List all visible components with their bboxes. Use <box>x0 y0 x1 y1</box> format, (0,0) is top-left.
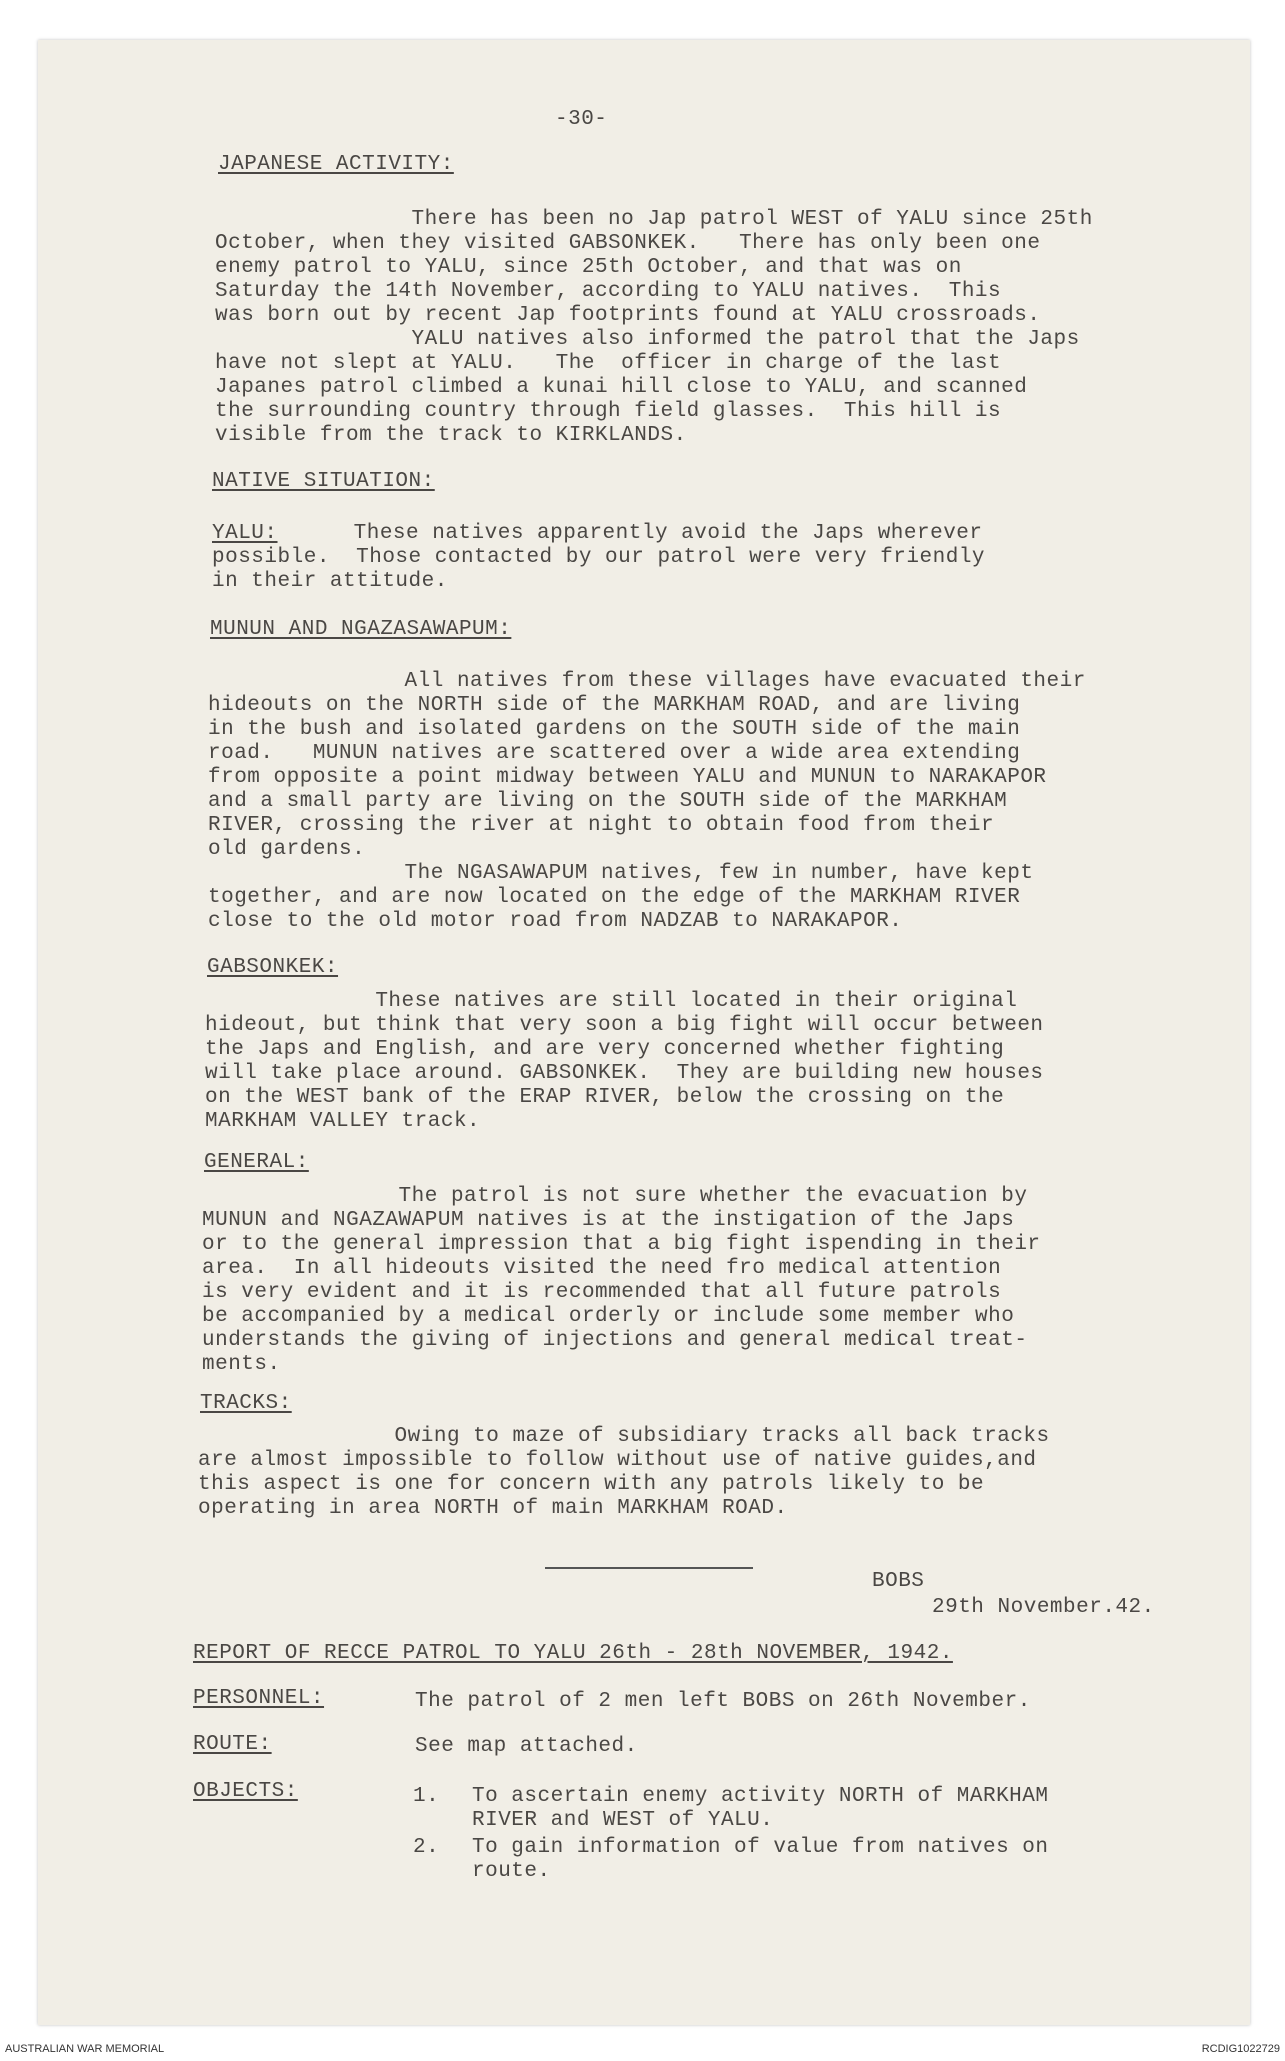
text-line: The patrol is not sure whether the evacuation by <box>202 1185 1028 1208</box>
text-line: be accompanied by a medical orderly or include some member who <box>202 1305 1015 1328</box>
text-line: October, when they visited GABSONKEK. There has only been one <box>215 232 1041 255</box>
heading-tracks: TRACKS: <box>200 1392 292 1415</box>
text-line: will take place around. GABSONKEK. They are building new houses <box>205 1062 1044 1085</box>
text-line: the surrounding country through field glasses. This hill is <box>215 400 1002 423</box>
heading-munun-ngazasawapum: MUNUN AND NGAZASAWAPUM: <box>210 618 512 641</box>
footer-source: AUSTRALIAN WAR MEMORIAL <box>5 2043 165 2055</box>
munun-body <box>208 670 1086 934</box>
label-objects: OBJECTS: <box>193 1780 298 1803</box>
text-line: and a small party are living on the SOUTH side of the MARKHAM <box>208 790 1008 813</box>
text-line: was born out by recent Jap footprints found at YALU crossroads. <box>215 304 1041 327</box>
page-number: -30- <box>555 108 608 131</box>
tracks-body <box>198 1425 1050 1521</box>
text-line: close to the old motor road from NADZAB to NARAKAPOR. <box>208 910 903 933</box>
text-line: hideouts on the NORTH side of the MARKHAM ROAD, and are living <box>208 694 1021 717</box>
heading-general: GENERAL: <box>204 1151 309 1174</box>
text-line: area. In all hideouts visited the need fro medical attention <box>202 1257 1002 1280</box>
section-divider <box>545 1567 753 1569</box>
text-line: To gain information of value from natives on <box>472 1836 1049 1859</box>
personnel-text: The patrol of 2 men left BOBS on 26th November. <box>415 1690 1031 1713</box>
general-body <box>202 1185 1041 1377</box>
text-line: is very evident and it is recommended that all future patrols <box>202 1281 1002 1304</box>
heading-gabsonkek: GABSONKEK: <box>207 956 339 979</box>
text-line: the Japs and English, and are very concerned whether fighting <box>205 1038 1005 1061</box>
text-line: visible from the track to KIRKLANDS. <box>215 424 687 447</box>
object-2-text <box>472 1836 1049 1884</box>
text-line: hideout, but think that very soon a big fight will occur between <box>205 1014 1044 1037</box>
japanese-activity-body <box>215 208 1093 448</box>
text-line: All natives from these villages have evacuated their <box>208 670 1086 693</box>
text-line: or to the general impression that a big fight ispending in their <box>202 1233 1041 1256</box>
text-line: have not slept at YALU. The officer in charge of the last <box>215 352 1002 375</box>
text-line: operating in area NORTH of main MARKHAM ROAD. <box>198 1497 788 1520</box>
text-line: together, and are now located on the edge of the MARKHAM RIVER <box>208 886 1021 909</box>
text-line: Owing to maze of subsidiary tracks all back tracks <box>198 1425 1050 1448</box>
text-line: route. <box>472 1860 551 1883</box>
text-line: MARKHAM VALLEY track. <box>205 1110 481 1133</box>
text-line: YALU natives also informed the patrol that the Japs <box>215 328 1080 351</box>
text-line: These natives are still located in their original <box>205 990 1018 1013</box>
text-line: RIVER and WEST of YALU. <box>472 1809 774 1832</box>
heading-yalu: YALU: <box>212 522 278 545</box>
text-line: are almost impossible to follow without use of native guides,and <box>198 1449 1037 1472</box>
route-text: See map attached. <box>415 1735 638 1758</box>
text-line: from opposite a point midway between YALU and MUNUN to NARAKAPOR <box>208 766 1047 789</box>
text-line: MUNUN and NGAZAWAPUM natives is at the instigation of the Japs <box>202 1209 1015 1232</box>
report-title: REPORT OF RECCE PATROL TO YALU 26th - 28th NOVEMBER, 1942. <box>193 1642 953 1665</box>
text-line: Japanes patrol climbed a kunai hill close to YALU, and scanned <box>215 376 1028 399</box>
text-line: The NGASAWAPUM natives, few in number, have kept <box>208 862 1034 885</box>
text-line: road. MUNUN natives are scattered over a wide area extending <box>208 742 1021 765</box>
label-route: ROUTE: <box>193 1733 272 1756</box>
object-number: 1. <box>413 1785 440 1808</box>
text-line: possible. Those contacted by our patrol were very friendly <box>212 546 986 569</box>
text-line: in their attitude. <box>212 570 448 593</box>
text-line: These natives apparently avoid the Japs wherever <box>275 522 983 545</box>
text-line: There has been no Jap patrol WEST of YALU since 25th <box>215 208 1093 231</box>
text-line: enemy patrol to YALU, since 25th October, and that was on <box>215 256 962 279</box>
text-line: ments. <box>202 1353 281 1376</box>
text-line: understands the giving of injections and general medical treat- <box>202 1329 1028 1352</box>
text-line: old gardens. <box>208 838 366 861</box>
heading-native-situation: NATIVE SITUATION: <box>212 470 435 493</box>
text-line: To ascertain enemy activity NORTH of MARKHAM <box>472 1785 1049 1808</box>
text-line: this aspect is one for concern with any patrols likely to be <box>198 1473 985 1496</box>
footer-id: RCDIG1022729 <box>1201 2043 1280 2055</box>
text-line: in the bush and isolated gardens on the SOUTH side of the main <box>208 718 1021 741</box>
gabsonkek-body <box>205 990 1044 1134</box>
text-line: on the WEST bank of the ERAP RIVER, below the crossing on the <box>205 1086 1005 1109</box>
signoff-place: BOBS <box>872 1570 925 1593</box>
object-number: 2. <box>413 1836 440 1859</box>
text-line: RIVER, crossing the river at night to obtain food from their <box>208 814 995 837</box>
label-personnel: PERSONNEL: <box>193 1687 325 1710</box>
object-1-text <box>472 1785 1049 1833</box>
heading-japanese-activity: JAPANESE ACTIVITY: <box>218 153 454 176</box>
text-line: Saturday the 14th November, according to YALU natives. This <box>215 280 1002 303</box>
signoff-date: 29th November.42. <box>932 1596 1155 1619</box>
yalu-body <box>212 522 985 594</box>
